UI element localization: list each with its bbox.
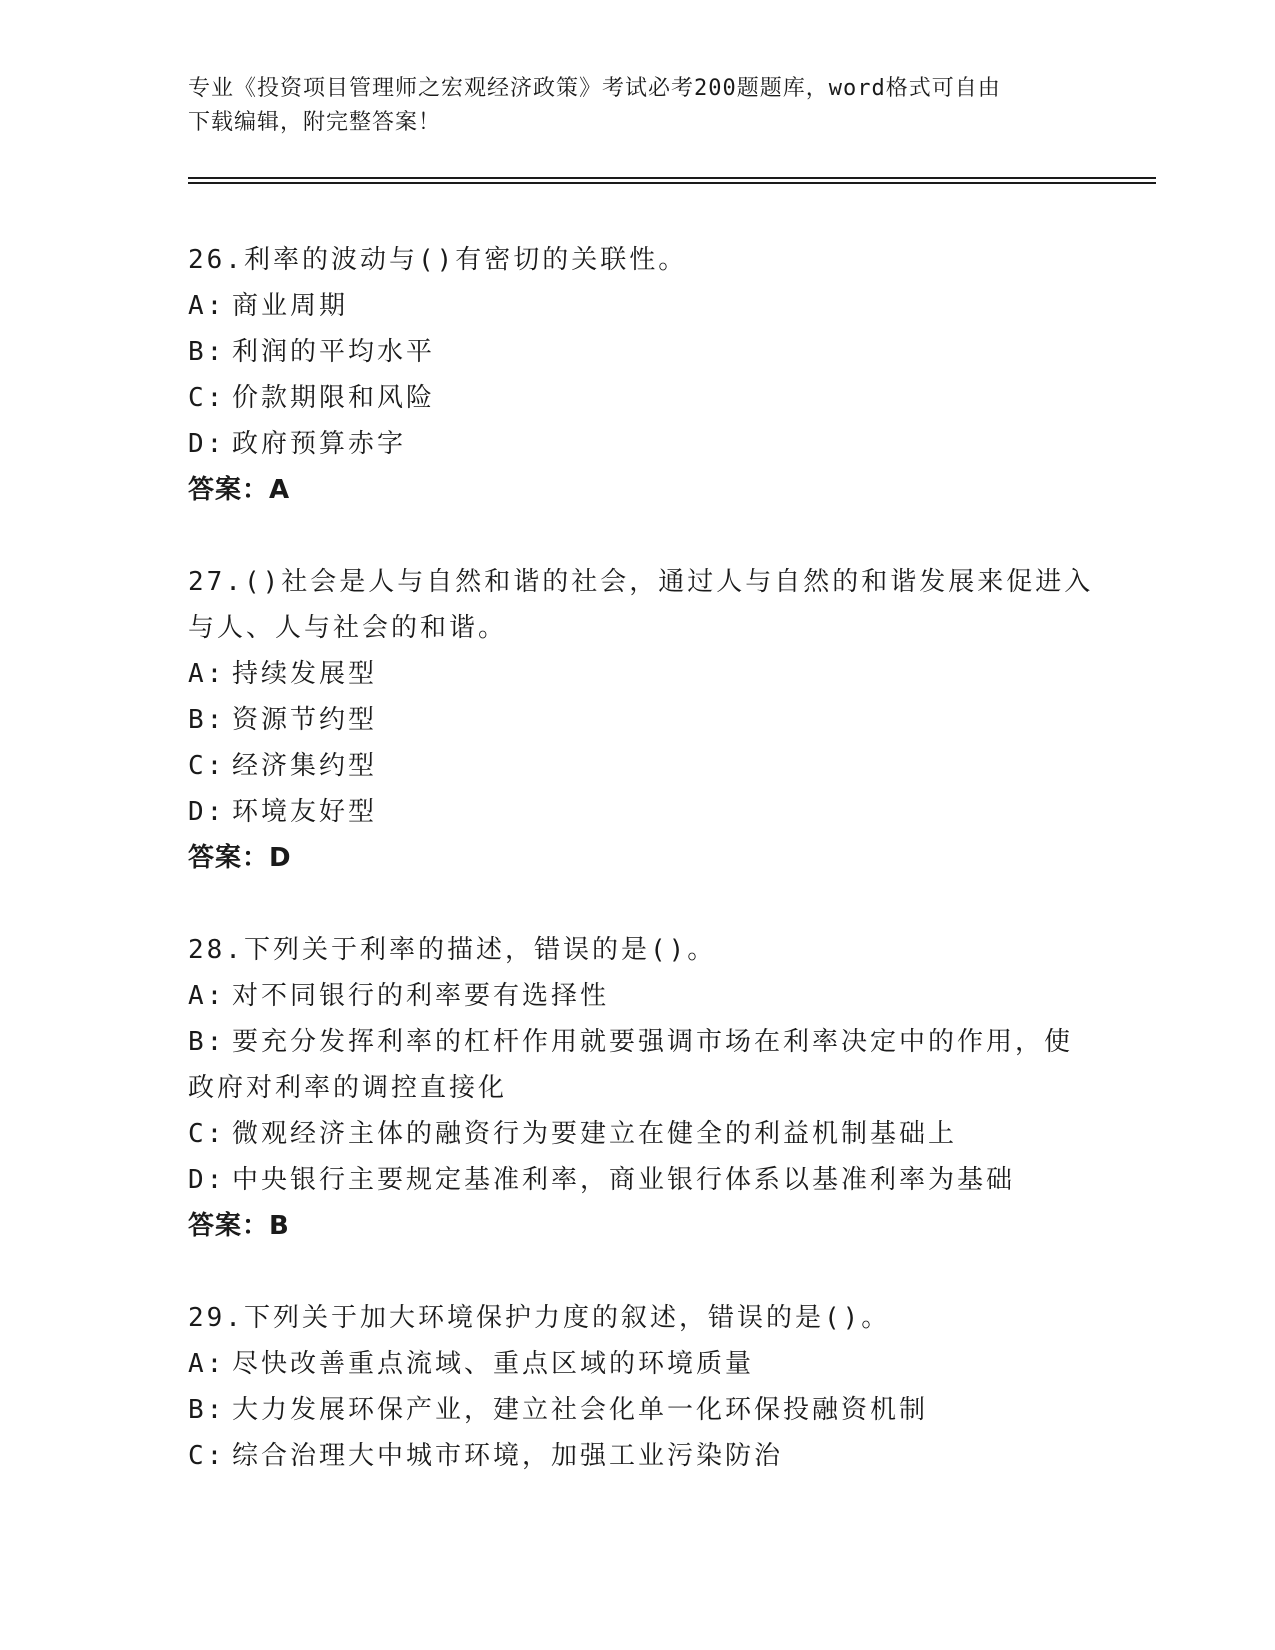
option-item xyxy=(188,1019,1088,1065)
option-text: 大力发展环保产业，建立社会化单一化环保投融资机制 xyxy=(232,1395,929,1425)
option-item xyxy=(188,1157,1088,1203)
question-spacer xyxy=(188,1249,1088,1295)
option-text: 资源节约型 xyxy=(232,705,378,735)
option-letter: C: xyxy=(188,383,226,413)
option-text: 利润的平均水平 xyxy=(232,337,436,367)
option-letter: D: xyxy=(188,429,226,459)
option-item xyxy=(188,1111,1088,1157)
option-text: 政府预算赤字 xyxy=(232,429,407,459)
option-item xyxy=(188,651,1088,697)
question-list xyxy=(188,237,1094,1479)
question-spacer xyxy=(188,513,1088,559)
option-text: 尽快改善重点流域、重点区域的环境质量 xyxy=(232,1349,755,1379)
answer-line: 答案：A xyxy=(188,475,291,505)
option-text: 综合治理大中城市环境，加强工业污染防治 xyxy=(232,1441,784,1471)
option-letter: C: xyxy=(188,1119,226,1149)
option-letter: A: xyxy=(188,1349,226,1379)
option-letter: B: xyxy=(188,337,226,367)
option-text: 微观经济主体的融资行为要建立在健全的利益机制基础上 xyxy=(232,1119,958,1149)
option-text-continued: 政府对利率的调控直接化 xyxy=(188,1073,508,1103)
option-letter: A: xyxy=(188,659,226,689)
answer-line: 答案：B xyxy=(188,1211,290,1241)
option-text: 环境友好型 xyxy=(232,797,378,827)
option-item xyxy=(188,789,1088,835)
option-item xyxy=(188,329,1088,375)
option-item xyxy=(188,283,1088,329)
option-item xyxy=(188,697,1088,743)
document-header xyxy=(188,72,1088,140)
option-letter: B: xyxy=(188,1395,226,1425)
option-letter: D: xyxy=(188,1165,226,1195)
answer-line: 答案：D xyxy=(188,843,292,873)
option-item xyxy=(188,743,1088,789)
option-text: 要充分发挥利率的杠杆作用就要强调市场在利率决定中的作用，使 xyxy=(232,1027,1074,1057)
question-block xyxy=(188,1295,1088,1479)
option-text: 价款期限和风险 xyxy=(232,383,436,413)
header-divider-top xyxy=(188,177,1156,179)
option-item xyxy=(188,375,1088,421)
option-letter: C: xyxy=(188,751,226,781)
question-block xyxy=(188,927,1088,1249)
option-letter: D: xyxy=(188,797,226,827)
option-item xyxy=(188,973,1088,1019)
option-letter: A: xyxy=(188,291,226,321)
option-letter: B: xyxy=(188,1027,226,1057)
header-line-1: 专业《投资项目管理师之宏观经济政策》考试必考200题题库，word格式可自由 xyxy=(188,76,1001,101)
question-stem: 与人、人与社会的和谐。 xyxy=(188,613,508,643)
question-stem: 27.()社会是人与自然和谐的社会，通过人与自然的和谐发展来促进入 xyxy=(188,567,1094,597)
question-spacer xyxy=(188,881,1088,927)
option-text: 商业周期 xyxy=(232,291,349,321)
question-stem: 28.下列关于利率的描述，错误的是()。 xyxy=(188,935,717,965)
option-item xyxy=(188,1433,1088,1479)
option-letter: C: xyxy=(188,1441,226,1471)
option-text: 中央银行主要规定基准利率，商业银行体系以基准利率为基础 xyxy=(232,1165,1016,1195)
option-text: 经济集约型 xyxy=(232,751,378,781)
option-item xyxy=(188,1387,1088,1433)
question-stem: 29.下列关于加大环境保护力度的叙述，错误的是()。 xyxy=(188,1303,891,1333)
header-line-2: 下载编辑，附完整答案！ xyxy=(188,110,442,135)
option-letter: B: xyxy=(188,705,226,735)
option-text: 持续发展型 xyxy=(232,659,378,689)
option-item xyxy=(188,1341,1088,1387)
option-letter: A: xyxy=(188,981,226,1011)
header-divider-bottom xyxy=(188,182,1156,184)
question-block xyxy=(188,559,1094,881)
option-text: 对不同银行的利率要有选择性 xyxy=(232,981,610,1011)
question-block xyxy=(188,237,1088,513)
option-item xyxy=(188,421,1088,467)
question-stem: 26.利率的波动与()有密切的关联性。 xyxy=(188,245,688,275)
